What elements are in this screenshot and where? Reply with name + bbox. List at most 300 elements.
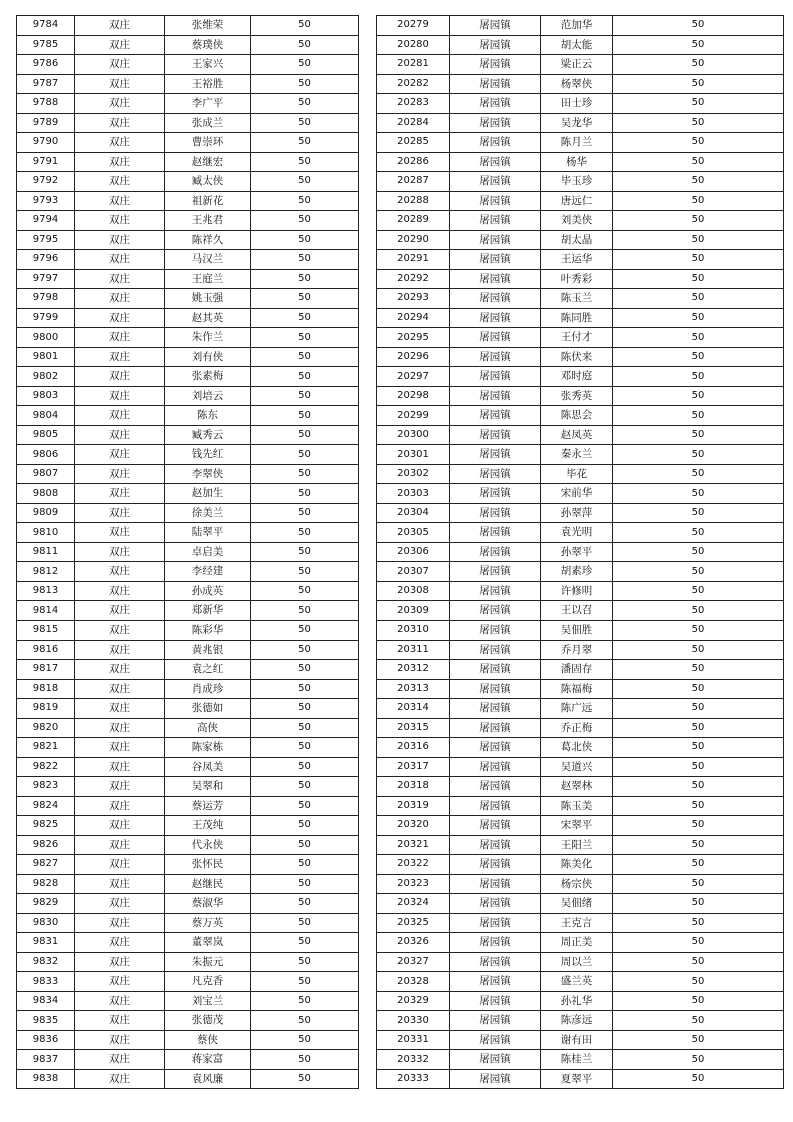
table-row xyxy=(377,503,784,523)
table-row xyxy=(377,972,784,992)
village-cell: 屠园镇 xyxy=(450,699,541,719)
table-row xyxy=(17,152,359,172)
village-cell: 双庄 xyxy=(75,35,165,55)
row-number-cell: 20327 xyxy=(377,952,450,972)
name-cell: 姚玉强 xyxy=(165,289,251,309)
village-cell: 双庄 xyxy=(75,386,165,406)
name-cell: 陈玉美 xyxy=(541,796,613,816)
row-number-cell: 20304 xyxy=(377,503,450,523)
row-number-cell: 9795 xyxy=(17,230,75,250)
table-row xyxy=(17,113,359,133)
amount-cell: 50 xyxy=(613,952,784,972)
table-row xyxy=(377,347,784,367)
name-cell: 徐美兰 xyxy=(165,503,251,523)
table-row xyxy=(377,406,784,426)
table-row xyxy=(17,133,359,153)
amount-cell: 50 xyxy=(251,230,359,250)
row-number-cell: 20308 xyxy=(377,581,450,601)
row-number-cell: 20329 xyxy=(377,991,450,1011)
table-row xyxy=(377,1050,784,1070)
village-cell: 屠园镇 xyxy=(450,816,541,836)
name-cell: 王家兴 xyxy=(165,55,251,75)
amount-cell: 50 xyxy=(613,152,784,172)
row-number-cell: 9822 xyxy=(17,757,75,777)
name-cell: 张成兰 xyxy=(165,113,251,133)
name-cell: 梁正云 xyxy=(541,55,613,75)
row-number-cell: 20290 xyxy=(377,230,450,250)
row-number-cell: 9809 xyxy=(17,503,75,523)
amount-cell: 50 xyxy=(251,679,359,699)
name-cell: 王裕胜 xyxy=(165,74,251,94)
name-cell: 李经建 xyxy=(165,562,251,582)
amount-cell: 50 xyxy=(613,1011,784,1031)
name-cell: 卓启美 xyxy=(165,542,251,562)
name-cell: 陈祥久 xyxy=(165,230,251,250)
table-row xyxy=(377,991,784,1011)
table-row xyxy=(17,894,359,914)
amount-cell: 50 xyxy=(251,172,359,192)
row-number-cell: 20279 xyxy=(377,16,450,36)
row-number-cell: 9820 xyxy=(17,718,75,738)
name-cell: 吴龙华 xyxy=(541,113,613,133)
village-cell: 双庄 xyxy=(75,328,165,348)
amount-cell: 50 xyxy=(251,35,359,55)
village-cell: 双庄 xyxy=(75,991,165,1011)
amount-cell: 50 xyxy=(613,503,784,523)
row-number-cell: 20332 xyxy=(377,1050,450,1070)
row-number-cell: 9838 xyxy=(17,1069,75,1089)
row-number-cell: 20303 xyxy=(377,484,450,504)
table-row xyxy=(377,601,784,621)
amount-cell: 50 xyxy=(613,191,784,211)
row-number-cell: 9793 xyxy=(17,191,75,211)
amount-cell: 50 xyxy=(613,562,784,582)
village-cell: 屠园镇 xyxy=(450,347,541,367)
table-row xyxy=(377,542,784,562)
village-cell: 屠园镇 xyxy=(450,718,541,738)
village-cell: 屠园镇 xyxy=(450,464,541,484)
row-number-cell: 20299 xyxy=(377,406,450,426)
amount-cell: 50 xyxy=(613,94,784,114)
village-cell: 双庄 xyxy=(75,777,165,797)
row-number-cell: 9836 xyxy=(17,1030,75,1050)
row-number-cell: 20322 xyxy=(377,855,450,875)
village-cell: 双庄 xyxy=(75,913,165,933)
amount-cell: 50 xyxy=(613,1030,784,1050)
row-number-cell: 9796 xyxy=(17,250,75,270)
village-cell: 双庄 xyxy=(75,74,165,94)
table-row xyxy=(377,445,784,465)
row-number-cell: 9784 xyxy=(17,16,75,36)
amount-cell: 50 xyxy=(251,191,359,211)
amount-cell: 50 xyxy=(613,640,784,660)
name-cell: 刘培云 xyxy=(165,386,251,406)
table-row xyxy=(17,874,359,894)
row-number-cell: 20283 xyxy=(377,94,450,114)
table-row xyxy=(377,308,784,328)
table-row xyxy=(17,777,359,797)
name-cell: 蔡璞侠 xyxy=(165,35,251,55)
village-cell: 双庄 xyxy=(75,972,165,992)
row-number-cell: 20311 xyxy=(377,640,450,660)
village-cell: 双庄 xyxy=(75,660,165,680)
table-row xyxy=(377,250,784,270)
table-row xyxy=(377,152,784,172)
table-row xyxy=(17,289,359,309)
row-number-cell: 20320 xyxy=(377,816,450,836)
village-cell: 屠园镇 xyxy=(450,913,541,933)
name-cell: 蔡万英 xyxy=(165,913,251,933)
amount-cell: 50 xyxy=(251,1069,359,1089)
table-row xyxy=(377,328,784,348)
name-cell: 陈伏来 xyxy=(541,347,613,367)
village-cell: 双庄 xyxy=(75,699,165,719)
table-row xyxy=(17,386,359,406)
village-cell: 双庄 xyxy=(75,1011,165,1031)
amount-cell: 50 xyxy=(251,757,359,777)
right-table-body xyxy=(377,16,784,1089)
table-row xyxy=(17,601,359,621)
village-cell: 双庄 xyxy=(75,425,165,445)
row-number-cell: 9817 xyxy=(17,660,75,680)
row-number-cell: 9786 xyxy=(17,55,75,75)
name-cell: 陈玉兰 xyxy=(541,289,613,309)
table-row xyxy=(377,581,784,601)
village-cell: 屠园镇 xyxy=(450,1011,541,1031)
village-cell: 双庄 xyxy=(75,718,165,738)
row-number-cell: 9831 xyxy=(17,933,75,953)
amount-cell: 50 xyxy=(251,55,359,75)
row-number-cell: 20282 xyxy=(377,74,450,94)
name-cell: 王庭兰 xyxy=(165,269,251,289)
row-number-cell: 20300 xyxy=(377,425,450,445)
amount-cell: 50 xyxy=(613,542,784,562)
name-cell: 唐远仁 xyxy=(541,191,613,211)
amount-cell: 50 xyxy=(251,328,359,348)
row-number-cell: 20321 xyxy=(377,835,450,855)
row-number-cell: 9789 xyxy=(17,113,75,133)
amount-cell: 50 xyxy=(251,581,359,601)
village-cell: 屠园镇 xyxy=(450,35,541,55)
name-cell: 黄兆银 xyxy=(165,640,251,660)
name-cell: 谢有田 xyxy=(541,1030,613,1050)
name-cell: 毕花 xyxy=(541,464,613,484)
village-cell: 双庄 xyxy=(75,269,165,289)
row-number-cell: 9815 xyxy=(17,620,75,640)
table-row xyxy=(377,367,784,387)
village-cell: 屠园镇 xyxy=(450,1030,541,1050)
amount-cell: 50 xyxy=(613,757,784,777)
amount-cell: 50 xyxy=(251,211,359,231)
amount-cell: 50 xyxy=(613,133,784,153)
name-cell: 曹崇环 xyxy=(165,133,251,153)
village-cell: 屠园镇 xyxy=(450,581,541,601)
row-number-cell: 9819 xyxy=(17,699,75,719)
amount-cell: 50 xyxy=(251,1050,359,1070)
name-cell: 孙翠平 xyxy=(541,542,613,562)
table-row xyxy=(17,308,359,328)
amount-cell: 50 xyxy=(613,406,784,426)
table-row xyxy=(377,796,784,816)
row-number-cell: 9813 xyxy=(17,581,75,601)
amount-cell: 50 xyxy=(251,113,359,133)
row-number-cell: 9821 xyxy=(17,738,75,758)
row-number-cell: 9787 xyxy=(17,74,75,94)
name-cell: 孙成英 xyxy=(165,581,251,601)
row-number-cell: 20302 xyxy=(377,464,450,484)
village-cell: 双庄 xyxy=(75,640,165,660)
table-row xyxy=(377,386,784,406)
table-row xyxy=(17,991,359,1011)
name-cell: 胡太晶 xyxy=(541,230,613,250)
name-cell: 葛北侠 xyxy=(541,738,613,758)
row-number-cell: 20331 xyxy=(377,1030,450,1050)
village-cell: 双庄 xyxy=(75,562,165,582)
row-number-cell: 20297 xyxy=(377,367,450,387)
name-cell: 郑新华 xyxy=(165,601,251,621)
table-row xyxy=(377,464,784,484)
village-cell: 屠园镇 xyxy=(450,55,541,75)
village-cell: 屠园镇 xyxy=(450,94,541,114)
village-cell: 双庄 xyxy=(75,484,165,504)
row-number-cell: 20309 xyxy=(377,601,450,621)
village-cell: 屠园镇 xyxy=(450,542,541,562)
village-cell: 屠园镇 xyxy=(450,757,541,777)
row-number-cell: 9808 xyxy=(17,484,75,504)
village-cell: 屠园镇 xyxy=(450,133,541,153)
amount-cell: 50 xyxy=(613,172,784,192)
row-number-cell: 20333 xyxy=(377,1069,450,1089)
name-cell: 马汉兰 xyxy=(165,250,251,270)
name-cell: 张维荣 xyxy=(165,16,251,36)
row-number-cell: 20285 xyxy=(377,133,450,153)
table-row xyxy=(17,74,359,94)
village-cell: 屠园镇 xyxy=(450,484,541,504)
row-number-cell: 9788 xyxy=(17,94,75,114)
village-cell: 双庄 xyxy=(75,172,165,192)
table-row xyxy=(17,620,359,640)
amount-cell: 50 xyxy=(613,464,784,484)
name-cell: 刘宝兰 xyxy=(165,991,251,1011)
village-cell: 双庄 xyxy=(75,581,165,601)
village-cell: 屠园镇 xyxy=(450,230,541,250)
village-cell: 双庄 xyxy=(75,133,165,153)
amount-cell: 50 xyxy=(613,250,784,270)
table-row xyxy=(377,718,784,738)
table-row xyxy=(377,269,784,289)
amount-cell: 50 xyxy=(613,581,784,601)
name-cell: 袁风廉 xyxy=(165,1069,251,1089)
name-cell: 孙礼华 xyxy=(541,991,613,1011)
name-cell: 吴佃胜 xyxy=(541,620,613,640)
village-cell: 双庄 xyxy=(75,445,165,465)
name-cell: 董翠岚 xyxy=(165,933,251,953)
row-number-cell: 9818 xyxy=(17,679,75,699)
table-row xyxy=(17,250,359,270)
village-cell: 屠园镇 xyxy=(450,191,541,211)
amount-cell: 50 xyxy=(251,913,359,933)
amount-cell: 50 xyxy=(613,738,784,758)
village-cell: 屠园镇 xyxy=(450,425,541,445)
row-number-cell: 9805 xyxy=(17,425,75,445)
row-number-cell: 9816 xyxy=(17,640,75,660)
table-row xyxy=(17,1011,359,1031)
village-cell: 屠园镇 xyxy=(450,172,541,192)
village-cell: 双庄 xyxy=(75,620,165,640)
name-cell: 赵凤英 xyxy=(541,425,613,445)
amount-cell: 50 xyxy=(613,308,784,328)
village-cell: 屠园镇 xyxy=(450,601,541,621)
village-cell: 双庄 xyxy=(75,94,165,114)
name-cell: 陆翠平 xyxy=(165,523,251,543)
amount-cell: 50 xyxy=(251,367,359,387)
table-row xyxy=(17,406,359,426)
table-row xyxy=(17,1030,359,1050)
table-row xyxy=(17,191,359,211)
amount-cell: 50 xyxy=(251,386,359,406)
amount-cell: 50 xyxy=(251,152,359,172)
table-row xyxy=(377,874,784,894)
table-row xyxy=(377,660,784,680)
name-cell: 陈美化 xyxy=(541,855,613,875)
village-cell: 屠园镇 xyxy=(450,74,541,94)
row-number-cell: 20314 xyxy=(377,699,450,719)
row-number-cell: 9835 xyxy=(17,1011,75,1031)
table-row xyxy=(17,269,359,289)
table-row xyxy=(377,523,784,543)
row-number-cell: 9800 xyxy=(17,328,75,348)
table-row xyxy=(17,581,359,601)
name-cell: 刘有侠 xyxy=(165,347,251,367)
name-cell: 张德茂 xyxy=(165,1011,251,1031)
village-cell: 双庄 xyxy=(75,464,165,484)
amount-cell: 50 xyxy=(613,445,784,465)
table-row xyxy=(17,16,359,36)
table-row xyxy=(17,972,359,992)
name-cell: 陈桂兰 xyxy=(541,1050,613,1070)
row-number-cell: 9833 xyxy=(17,972,75,992)
village-cell: 双庄 xyxy=(75,113,165,133)
amount-cell: 50 xyxy=(251,16,359,36)
table-row xyxy=(17,835,359,855)
table-row xyxy=(377,1011,784,1031)
amount-cell: 50 xyxy=(613,718,784,738)
row-number-cell: 20291 xyxy=(377,250,450,270)
row-number-cell: 9807 xyxy=(17,464,75,484)
left-table-body xyxy=(17,16,359,1089)
name-cell: 赵继宏 xyxy=(165,152,251,172)
name-cell: 夏翠平 xyxy=(541,1069,613,1089)
village-cell: 双庄 xyxy=(75,542,165,562)
village-cell: 屠园镇 xyxy=(450,835,541,855)
amount-cell: 50 xyxy=(251,406,359,426)
row-number-cell: 9801 xyxy=(17,347,75,367)
village-cell: 双庄 xyxy=(75,757,165,777)
name-cell: 王运华 xyxy=(541,250,613,270)
village-cell: 双庄 xyxy=(75,250,165,270)
row-number-cell: 20281 xyxy=(377,55,450,75)
village-cell: 屠园镇 xyxy=(450,972,541,992)
row-number-cell: 20298 xyxy=(377,386,450,406)
amount-cell: 50 xyxy=(613,113,784,133)
village-cell: 双庄 xyxy=(75,230,165,250)
name-cell: 钱先红 xyxy=(165,445,251,465)
row-number-cell: 20317 xyxy=(377,757,450,777)
table-row xyxy=(17,855,359,875)
table-row xyxy=(17,35,359,55)
village-cell: 屠园镇 xyxy=(450,269,541,289)
village-cell: 屠园镇 xyxy=(450,738,541,758)
table-row xyxy=(377,94,784,114)
amount-cell: 50 xyxy=(613,972,784,992)
name-cell: 赵翠林 xyxy=(541,777,613,797)
row-number-cell: 9798 xyxy=(17,289,75,309)
village-cell: 双庄 xyxy=(75,503,165,523)
name-cell: 陈东 xyxy=(165,406,251,426)
table-row xyxy=(377,894,784,914)
name-cell: 蒋家富 xyxy=(165,1050,251,1070)
name-cell: 陈福梅 xyxy=(541,679,613,699)
name-cell: 张秀英 xyxy=(541,386,613,406)
row-number-cell: 20288 xyxy=(377,191,450,211)
name-cell: 王付才 xyxy=(541,328,613,348)
amount-cell: 50 xyxy=(251,503,359,523)
village-cell: 双庄 xyxy=(75,1050,165,1070)
table-row xyxy=(17,445,359,465)
name-cell: 乔月翠 xyxy=(541,640,613,660)
village-cell: 屠园镇 xyxy=(450,211,541,231)
amount-cell: 50 xyxy=(251,74,359,94)
table-row xyxy=(17,230,359,250)
amount-cell: 50 xyxy=(613,425,784,445)
row-number-cell: 9806 xyxy=(17,445,75,465)
row-number-cell: 20296 xyxy=(377,347,450,367)
name-cell: 吴道兴 xyxy=(541,757,613,777)
table-row xyxy=(17,816,359,836)
village-cell: 双庄 xyxy=(75,1069,165,1089)
table-row xyxy=(17,718,359,738)
table-row xyxy=(17,94,359,114)
table-row xyxy=(17,523,359,543)
table-row xyxy=(377,640,784,660)
row-number-cell: 9785 xyxy=(17,35,75,55)
village-cell: 双庄 xyxy=(75,308,165,328)
table-row xyxy=(377,620,784,640)
amount-cell: 50 xyxy=(613,523,784,543)
row-number-cell: 20294 xyxy=(377,308,450,328)
village-cell: 屠园镇 xyxy=(450,874,541,894)
amount-cell: 50 xyxy=(613,894,784,914)
village-cell: 屠园镇 xyxy=(450,562,541,582)
amount-cell: 50 xyxy=(251,464,359,484)
name-cell: 臧太侠 xyxy=(165,172,251,192)
row-number-cell: 20324 xyxy=(377,894,450,914)
row-number-cell: 20325 xyxy=(377,913,450,933)
table-row xyxy=(17,699,359,719)
table-row xyxy=(377,835,784,855)
name-cell: 杨华 xyxy=(541,152,613,172)
table-row xyxy=(17,328,359,348)
village-cell: 双庄 xyxy=(75,211,165,231)
village-cell: 屠园镇 xyxy=(450,113,541,133)
village-cell: 屠园镇 xyxy=(450,991,541,1011)
amount-cell: 50 xyxy=(613,328,784,348)
name-cell: 吴翠和 xyxy=(165,777,251,797)
row-number-cell: 9792 xyxy=(17,172,75,192)
row-number-cell: 9811 xyxy=(17,542,75,562)
name-cell: 胡太能 xyxy=(541,35,613,55)
name-cell: 张怀民 xyxy=(165,855,251,875)
